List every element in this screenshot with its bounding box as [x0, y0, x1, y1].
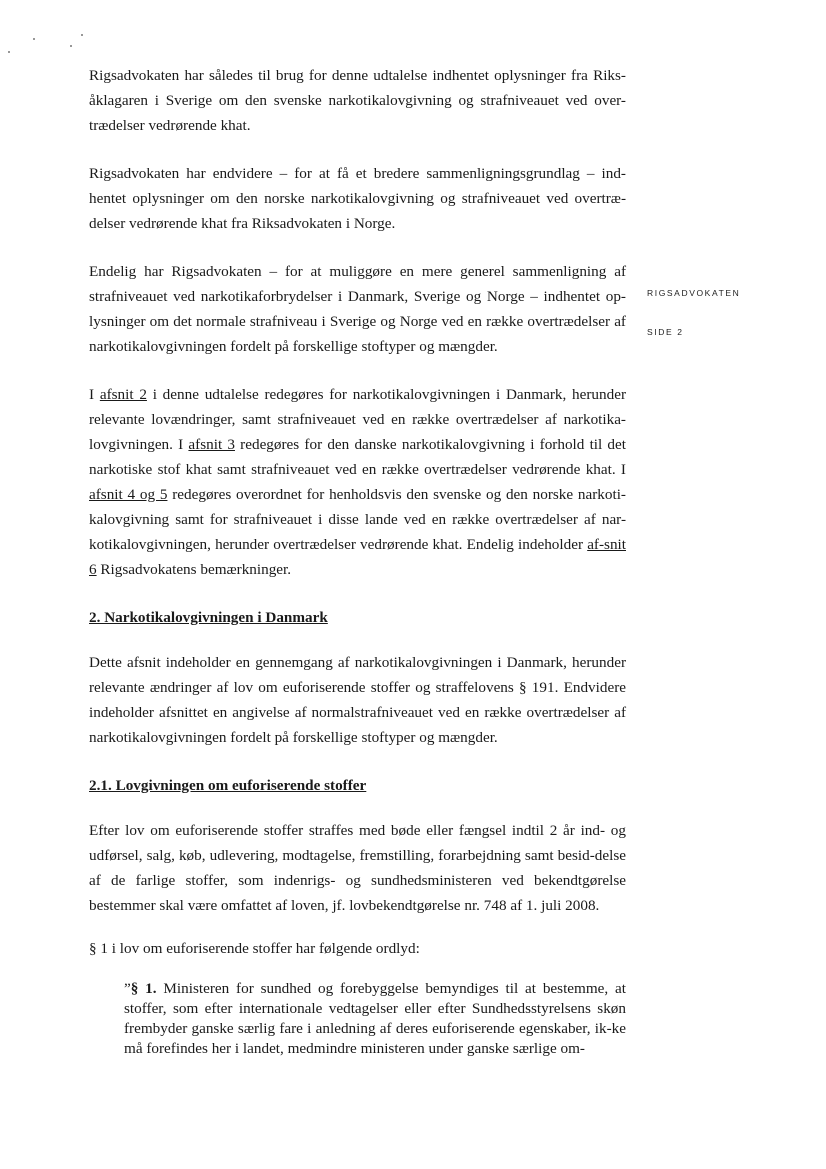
paragraph: Rigsadvokaten har således til brug for denne udtalelse indhentet oplysninger fra Riks-åklagaren i Sverige om den svenske narkotikalovgivning og strafniveauet ved over-trædelser vedrørende khat.	[89, 67, 626, 134]
section-link-6[interactable]: af-snit 6	[89, 536, 626, 578]
sidebar-organization: RIGSADVOKATEN	[647, 288, 741, 298]
section-link-4-5[interactable]: afsnit 4 og 5	[89, 486, 168, 503]
paragraph-section-overview	[89, 382, 626, 582]
paragraph: Efter lov om euforiserende stoffer straffes med bøde eller fængsel indtil 2 år ind- og udførsel, salg, køb, udlevering, modtagelse, fremstilling, forarbejdning samt besid-delse af de farlige stoffer, som indenrigs- og sundhedsministeren ved bekendtgørelse bestemmer skal være omfattet af loven, jf. lovbekendtgørelse nr. 748 af 1. juli 2008.	[89, 822, 626, 914]
scan-speck	[8, 51, 10, 53]
quote-text: Ministeren for sundhed og forebyggelse bemyndiges til at bestemme, at stoffer, som efter internationale vedtagelser eller efter Sundhedsstyrelsens skøn frembyder ganske særlig fare i anledning af deres euforiserende egenskaber, ik-ke må forefindes her i landet, medmindre ministeren under ganske særlige om-	[124, 980, 626, 1057]
section-link-2[interactable]: afsnit 2	[99, 386, 147, 403]
scan-speck	[33, 38, 35, 40]
paragraph: Dette afsnit indeholder en gennemgang af narkotikalovgivningen i Danmark, herunder relevante ændringer af lov om euforiserende stoffer og straffelovens § 191. Endvidere indeholder afsnittet en angivelse af normalstrafniveauet ved en række overtrædelser af narkotikalovgivningen fordelt på forskellige stoftyper og mængder.	[89, 654, 626, 746]
paragraph: Rigsadvokaten har endvidere – for at få et bredere sammenligningsgrundlag – ind-hentet oplysninger om den norske narkotikalovgivning og strafniveauet ved overtræ-delser vedrørende khat fra Riksadvokaten i Norge.	[89, 165, 626, 232]
text-run: redegøres overordnet for henholdsvis den svenske og den norske narkoti-kalovgivning samt for strafniveauet i disse lande ved en række overtrædelser af nar-kotikalovgivningen, herunder overtrædelser vedrørende khat. Endelig indeholder	[89, 486, 626, 553]
paragraph: Endelig har Rigsadvokaten – for at muliggøre en mere generel sammenligning af strafniveauet ved narkotikaforbrydelser i Danmark, Sverige og Norge – indhentet op-lysninger om det normale strafniveau i Sverige og Norge ved en række overtrædelser af narkotikalovgivningen fordelt på forskellige stoftyper og mængder.	[89, 263, 626, 355]
text-run: redegøres for den danske narkotikalovgivning i forhold til det narkotiske stof khat samt strafniveauet ved en række overtrædelser vedrørende khat. I	[89, 436, 626, 478]
paragraph: § 1 i lov om euforiserende stoffer har følgende ordlyd:	[89, 940, 420, 957]
text-run: I	[89, 386, 100, 403]
sidebar-page-number: SIDE 2	[647, 327, 684, 337]
scan-speck	[81, 34, 83, 36]
text-run: i denne udtalelse redegøres for narkotikalovgivningen i Danmark, herunder relevante lovændringer, samt strafniveauet ved en række overtrædelser af narkotika-lovgivningen. I	[89, 386, 627, 453]
section-heading: 2. Narkotikalovgivningen i Danmark	[89, 609, 328, 626]
section-link-3[interactable]: afsnit 3	[188, 436, 235, 453]
subsection-heading: 2.1. Lovgivningen om euforiserende stoffer	[89, 777, 367, 794]
document-body	[89, 63, 626, 1059]
quote-mark: ”	[124, 980, 131, 997]
quote-section: § 1.	[130, 980, 157, 997]
text-run: Rigsadvokatens bemærkninger.	[96, 561, 292, 578]
law-quote	[124, 979, 626, 1059]
scan-speck	[70, 45, 72, 47]
